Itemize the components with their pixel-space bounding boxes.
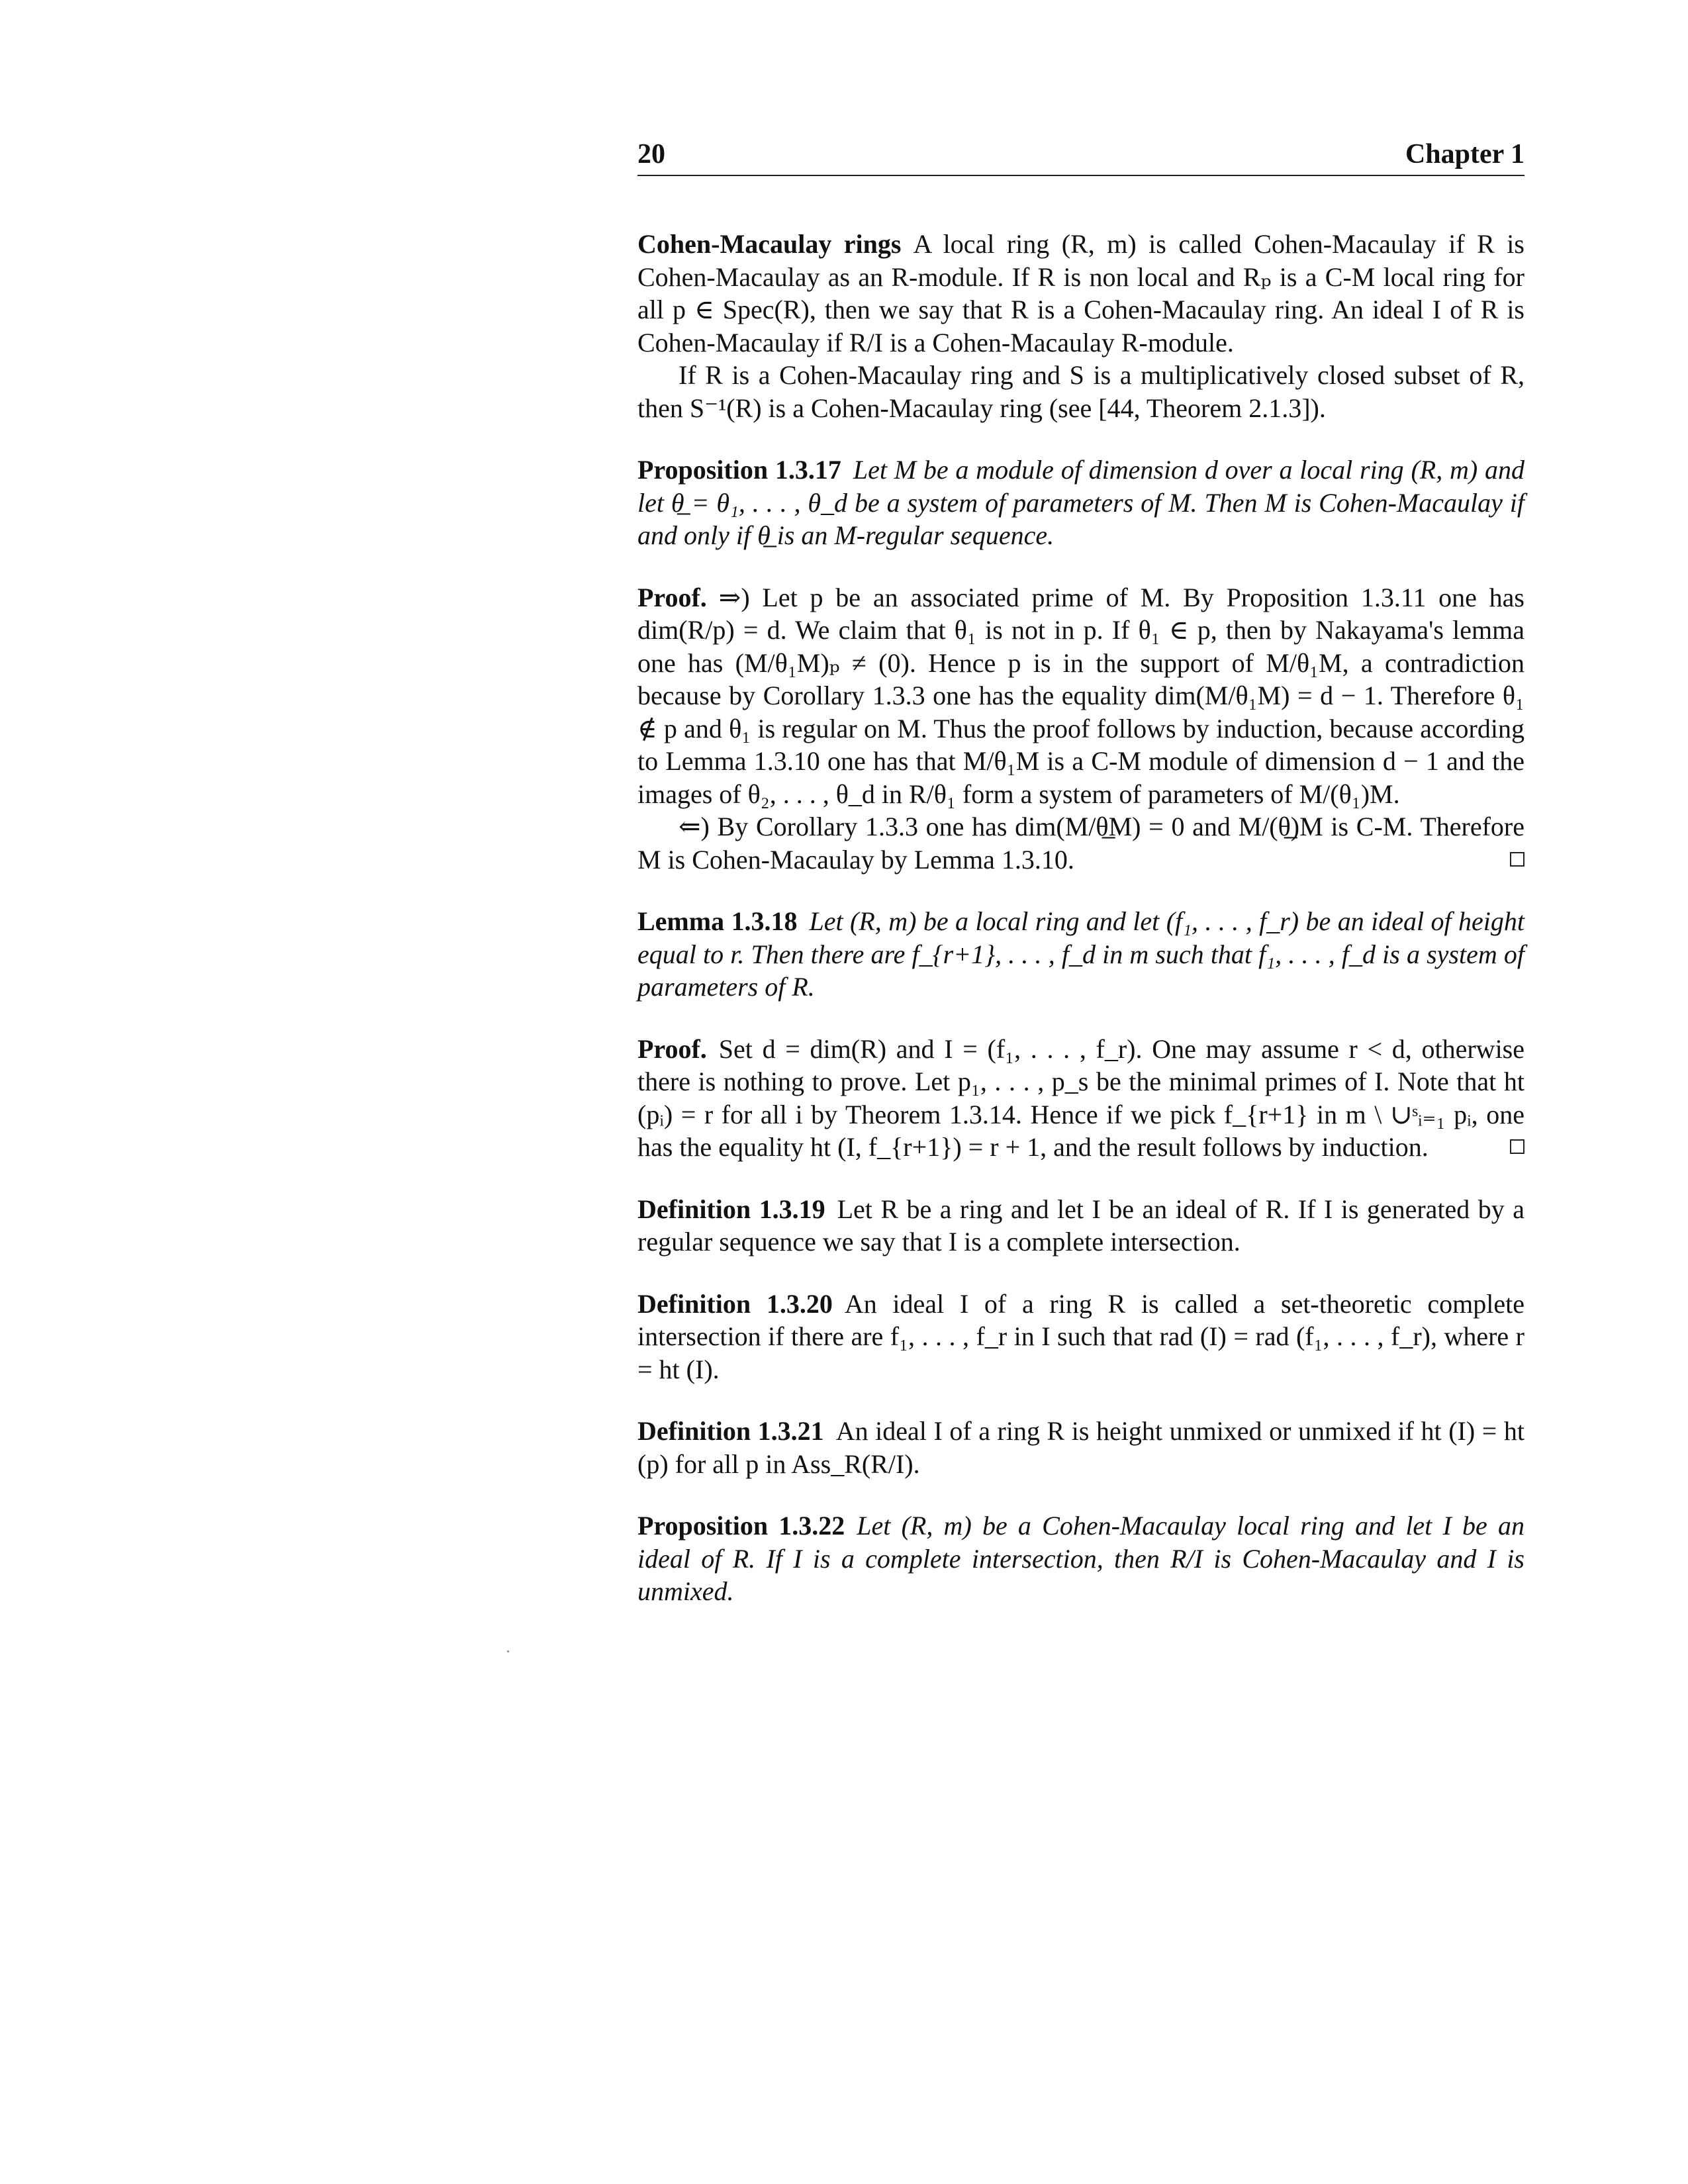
cm-rings-heading: Cohen-Macaulay rings: [637, 229, 902, 259]
proposition-1-3-17-label: Proposition 1.3.17: [637, 455, 841, 485]
qed-square-icon: [1510, 852, 1524, 867]
proposition-1-3-22-label: Proposition 1.3.22: [637, 1511, 845, 1541]
lemma-1-3-18-statement: Let (R, m) be a local ring and let (f₁, . . . , f_r) be an ideal of height equal to r. Then there are f_{r+1}, . . . , f_d in m such that f₁, . . . , f_d is a system of parameters of R.: [637, 906, 1525, 1002]
definition-1-3-21: [637, 1415, 1524, 1480]
page-body: [637, 138, 1524, 1637]
proposition-1-3-22: [637, 1509, 1524, 1608]
chapter-title: Chapter 1: [1405, 139, 1524, 169]
proposition-1-3-17-statement: Let M be a module of dimension d over a local ring (R, m) and let θ̲ = θ₁, . . . , θ_d be a system of parameters of M. Then M is Cohen-Macaulay if and only if θ̲ is an M-regular sequence.: [637, 455, 1524, 550]
lemma-1-3-18-label: Lemma 1.3.18: [637, 906, 798, 936]
running-head: [637, 138, 1524, 176]
proposition-1-3-22-statement: Let (R, m) be a Cohen-Macaulay local ring and let I be an ideal of R. If I is a complete intersection, then R/I is Cohen-Macaulay and I is unmixed.: [637, 1511, 1524, 1606]
proof-lemma-1-3-18: [637, 1033, 1524, 1164]
proof-proposition-1-3-17: [637, 581, 1524, 877]
definition-1-3-20-text: An ideal I of a ring R is called a set-theoretic complete intersection if there are f₁, . . . , f_r in I such that rad (I) = rad (f₁, . . . , f_r), where r = ht (I).: [637, 1288, 1524, 1384]
proof-label: Proof.: [637, 582, 707, 612]
definition-1-3-19-text: Let R be a ring and let I be an ideal of R. If I is generated by a regular sequence we say that I is a complete intersection.: [637, 1194, 1524, 1257]
page-number: 20: [637, 139, 665, 169]
lemma-1-3-18: [637, 905, 1524, 1004]
qed-square-icon: [1510, 1139, 1524, 1154]
proof-label: Proof.: [637, 1033, 707, 1064]
definition-1-3-21-label: Definition 1.3.21: [637, 1416, 824, 1446]
proof-lemma-text: Set d = dim(R) and I = (f₁, . . . , f_r). One may assume r < d, otherwise there is nothing to prove. Let p₁, . . . , p_s be the minimal primes of I. Note that ht (pᵢ) = r for all i by Theorem 1.3.14. Hence if we pick f_{r+1} in m \ ∪ˢᵢ₌₁ pᵢ, one has the equality ht (I, f_{r+1}) = r + 1, and the result follows by induction.: [637, 1033, 1524, 1162]
proof-forward-text: ⇒) Let p be an associated prime of M. By Proposition 1.3.11 one has dim(R/p) = d. We claim that θ₁ is not in p. If θ₁ ∈ p, then by Nakayama's lemma one has (M/θ₁M)ₚ ≠ (0). Hence p is in the support of M/θ₁M, a contradiction because by Corollary 1.3.3 one has the equality dim(M/θ₁M) = d − 1. Therefore θ₁ ∉ p and θ₁ is regular on M. Thus the proof follows by induction, because according to Lemma 1.3.10 one has that M/θ₁M is a C-M module of dimension d − 1 and the images of θ₂, . . . , θ_d in R/θ₁ form a system of parameters of M/(θ₁)M.: [637, 582, 1524, 809]
definition-1-3-20-label: Definition 1.3.20: [637, 1288, 833, 1319]
proposition-1-3-17: [637, 453, 1524, 552]
definition-1-3-21-text: An ideal I of a ring R is height unmixed or unmixed if ht (I) = ht (p) for all p in Ass_R(R/I).: [637, 1416, 1524, 1479]
definition-1-3-19-label: Definition 1.3.19: [637, 1194, 825, 1224]
cm-rings-localization-paragraph: If R is a Cohen-Macaulay ring and S is a multiplicatively closed subset of R, then S⁻¹(R) is a Cohen-Macaulay ring (see [44, Theorem 2.1.3]).: [637, 360, 1524, 423]
cm-rings-section: [637, 228, 1524, 424]
cm-rings-text: A local ring (R, m) is called Cohen-Macaulay if R is Cohen-Macaulay as an R-module. If R is non local and Rₚ is a C-M local ring for all p ∈ Spec(R), then we say that R is a Cohen-Macaulay ring. An ideal I of R is Cohen-Macaulay if R/I is a Cohen-Macaulay R-module.: [637, 229, 1524, 357]
proof-backward-direction: [637, 810, 1524, 876]
proof-backward-text: ⇐) By Corollary 1.3.3 one has dim(M/θ̲M) = 0 and M/(θ̲)M is C-M. Therefore M is Cohen-Macaulay by Lemma 1.3.10.: [637, 812, 1524, 875]
margin-speck: [507, 1650, 509, 1652]
cm-rings-paragraph: [637, 228, 1524, 359]
definition-1-3-19: [637, 1193, 1524, 1258]
definition-1-3-20: [637, 1288, 1524, 1386]
proof-forward-direction: [637, 581, 1524, 811]
